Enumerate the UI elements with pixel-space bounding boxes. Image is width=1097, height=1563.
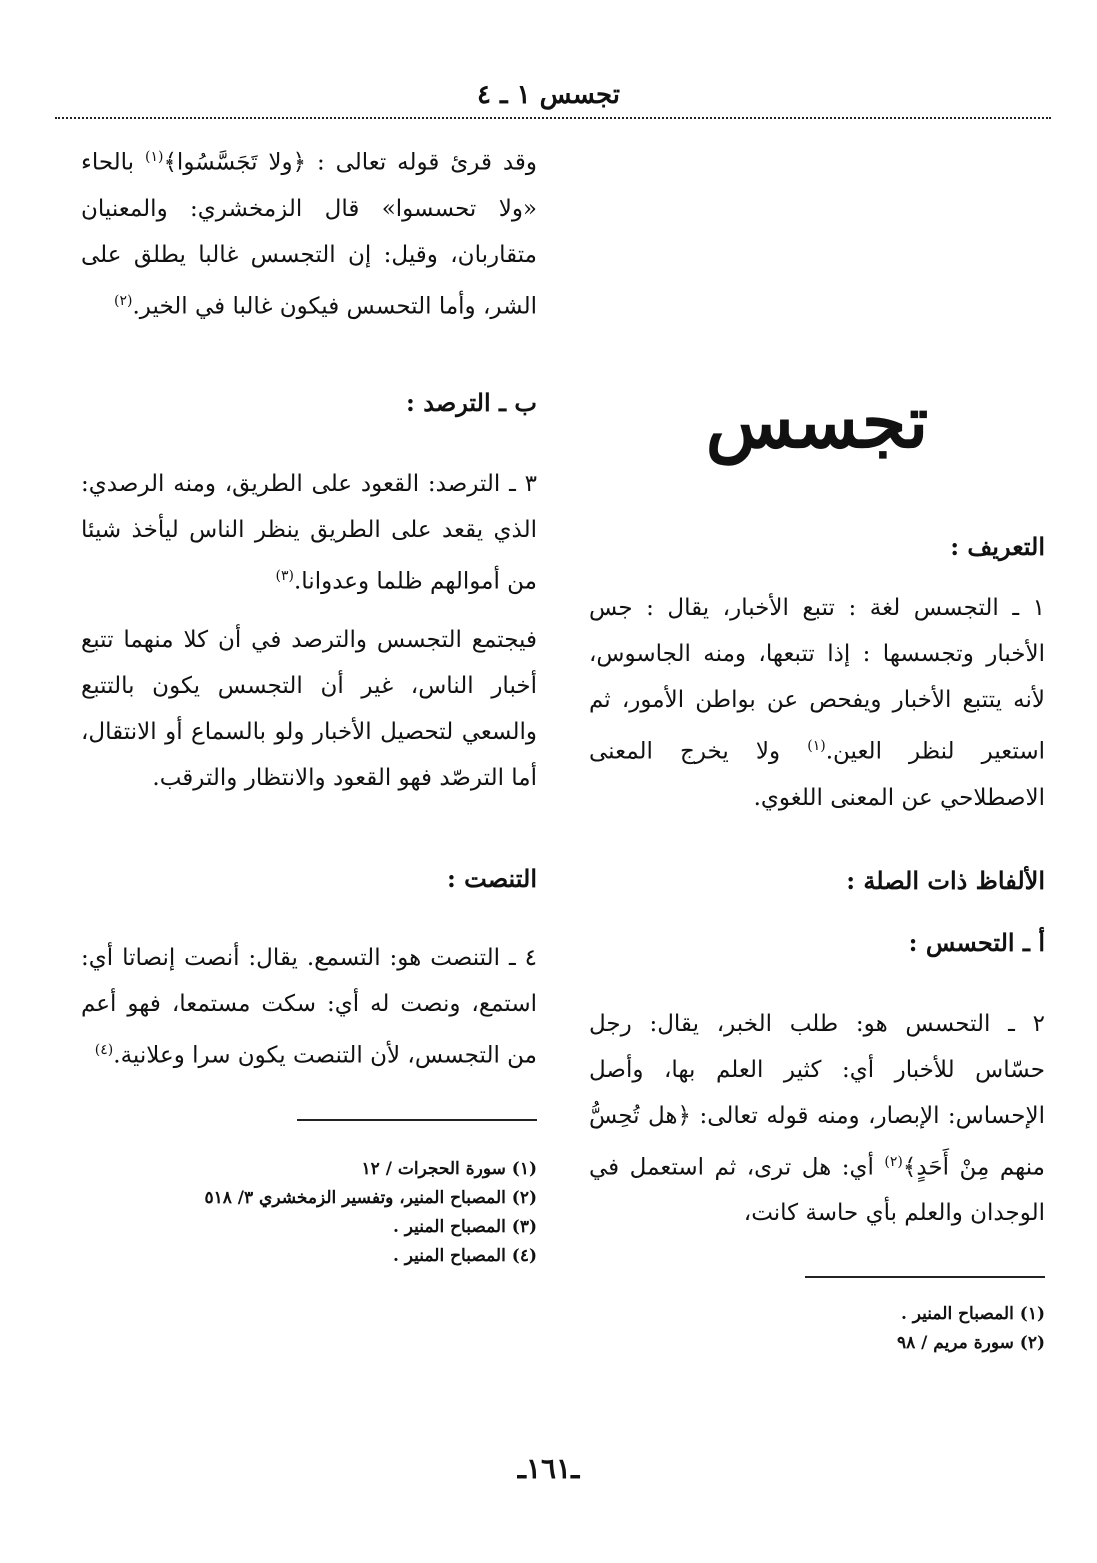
paragraph-continued-text-a: وقد قرئ قوله تعالى : ﴿ولا تَجَسَّسُوا﴾ [163,149,538,176]
paragraph-1-text-b: ولا يخرج المعنى الاصطلاحي عن المعنى اللغوي. [589,738,1045,811]
footnote-item: (١) المصباح المنير . [900,1304,1045,1325]
subheading-c: التنصت : [446,863,537,893]
definition-heading: التعريف : [950,532,1045,561]
left-column [81,128,537,1271]
footnote-item: (٢) سورة مريم / ٩٨ [896,1333,1045,1354]
footnote-ref: (٤) [94,1041,114,1058]
paragraph-3b: فيجتمع التجسس والترصد في أن كلا منهما تتبع أخبار الناس، غير أن التجسس يكون بالتتبع والسعي لتحصيل الأخبار ولو بالسماع أو الانتقال، أما الترصّد فهو القعود والانتظار والترقب. [81,626,537,791]
subheading-b: ب ـ الترصد : [406,388,537,418]
footnote-item: (١) سورة الحجرات / ١٢ [361,1158,537,1179]
footnote-ref: (١) [144,149,164,165]
related-terms-heading: الألفاظ ذات الصلة : [846,865,1045,895]
footnote-ref: (٢) [114,292,133,309]
paragraph-2-text-b: أي: هل ترى، ثم استعمل في الوجدان والعلم بأي حاسة كانت، [589,1154,1045,1227]
page-number: ـ١٦١ـ [517,1452,580,1485]
header-divider [55,117,1051,119]
footnote-ref: (٢) [884,1153,903,1170]
paragraph-2-text-a: ٢ ـ التحسس هو: طلب الخبر، يقال: رجل حسّاس للأخبار أي: كثير العلم بها، وأصل الإحساس: الإبصار، ومنه قوله تعالى: ﴿هل تُحِسُّ منهم مِنْ أَحَدٍ﴾ [589,1010,1045,1181]
paragraph-3-text: ٣ ـ الترصد: القعود على الطريق، ومنه الرصدي: الذي يقعد على الطريق ينظر الناس ليأخذ شيئا من أموالهم ظلما وعدوانا. [81,471,537,595]
entry-title: تجسس [705,379,929,464]
subheading-a: أ ـ التحسس : [908,927,1045,957]
footnote-ref: (٣) [275,568,294,585]
paragraph-continued [81,134,537,329]
paragraph-2 [589,1001,1045,1237]
paragraph-4-text: ٤ ـ التنصت هو: التسمع. يقال: أنصت إنصاتا أي: استمع، ونصت له أي: سكت مستمعا، فهو أعم من التجسس، لأن التنصت يكون سرا وعلانية. [81,944,537,1069]
footnote-item: (٢) المصباح المنير، وتفسير الزمخشري ٣/ ٥١٨ [204,1187,537,1208]
paragraph-1 [589,585,1045,821]
right-column [589,128,1045,1358]
paragraph-continued-text-b: بالحاء «ولا تحسسوا» قال الزمخشري: والمعنيان متقاربان، وقيل: إن التجسس غالبا يطلق على الشر، وأما التحسس فيكون غالبا في الخير. [81,149,537,320]
footnote-item: (٣) المصباح المنير . [392,1216,537,1237]
running-header: تجسس ١ ـ ٤ [476,80,621,110]
paragraph-1-text-a: ١ ـ التجسس لغة : تتبع الأخبار، يقال : جس الأخبار وتجسسها : إذا تتبعها، ومنه الجاسوس، لأنه يتتبع الأخبار ويفحص عن بواطن الأمور، ثم استعير لنظر العين. [589,595,1046,765]
paragraph-3 [81,461,537,605]
paragraph-4 [81,935,537,1079]
footnote-ref: (١) [807,738,826,754]
footnote-item: (٤) المصباح المنير . [392,1245,537,1266]
